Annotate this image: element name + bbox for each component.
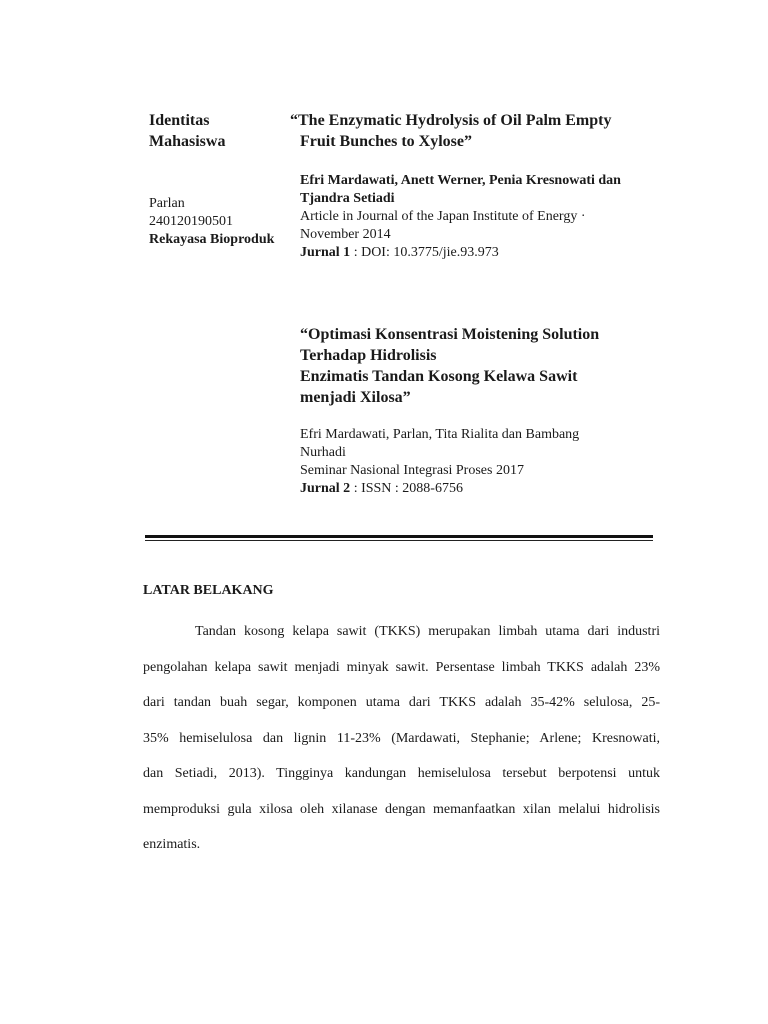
paragraph-line: dan Setiadi, 2013). Tingginya kandungan hemiselulosa tersebut berpotensi untuk — [143, 766, 660, 781]
divider-thick — [145, 535, 653, 538]
journal2-authors-line2: Nurhadi — [300, 445, 346, 460]
student-nim: 240120190501 — [149, 214, 233, 229]
paragraph-line: pengolahan kelapa sawit menjadi minyak sawit. Persentase limbah TKKS adalah 23% — [143, 659, 660, 675]
paragraph-line: dari tandan buah segar, komponen utama dari TKKS adalah 35-42% selulosa, 25- — [143, 695, 660, 710]
divider-thin — [145, 540, 653, 541]
journal2-title-line4: menjadi Xilosa” — [300, 389, 411, 406]
journal1-title-line2: Fruit Bunches to Xylose” — [300, 133, 472, 150]
journal2-label: Jurnal 2 — [300, 481, 351, 496]
journal1-authors-line2: Tjandra Setiadi — [300, 191, 395, 206]
journal2-issn: : ISSN : 2088-6756 — [350, 481, 463, 496]
identity-heading-line2: Mahasiswa — [149, 133, 226, 150]
background-paragraph — [143, 614, 660, 863]
student-identity — [149, 110, 289, 249]
journal1-doi: : DOI: 10.3775/jie.93.973 — [350, 245, 499, 260]
identity-heading — [149, 110, 289, 152]
journal2-title-line2: Terhadap Hidrolisis — [300, 347, 437, 364]
journal2-meta — [300, 426, 630, 498]
journal1-title-line1: “The Enzymatic Hydrolysis of Oil Palm Empty — [290, 112, 612, 129]
paragraph-line: 35% hemiselulosa dan lignin 11-23% (Mardawati, Stephanie; Arlene; Kresnowati, — [143, 730, 660, 746]
section-heading: LATAR BELAKANG — [143, 583, 274, 598]
paragraph-line: Tandan kosong kelapa sawit (TKKS) merupakan limbah utama dari industri — [195, 624, 660, 639]
journal2-title — [300, 324, 670, 408]
journal1-authors-line1: Efri Mardawati, Anett Werner, Penia Kresnowati dan — [300, 173, 621, 188]
student-details — [149, 195, 289, 249]
journal2-authors-line1: Efri Mardawati, Parlan, Tita Rialita dan Bambang — [300, 427, 580, 442]
student-name: Parlan — [149, 196, 185, 211]
journal2-source: Seminar Nasional Integrasi Proses 2017 — [300, 463, 524, 478]
paragraph-line: memproduksi gula xilosa oleh xilanase dengan memanfaatkan xilan melalui hidrolisis — [143, 801, 660, 817]
journal1-label: Jurnal 1 — [300, 245, 351, 260]
journal1-meta — [300, 172, 670, 262]
paragraph-line: enzimatis. — [143, 837, 201, 852]
journal1-source-line2: November 2014 — [300, 227, 391, 242]
journal1-source-line1: Article in Journal of the Japan Institute of Energy · — [300, 209, 586, 224]
journal1-identifier — [300, 244, 670, 262]
journal1-title — [290, 110, 660, 152]
journal2-identifier — [300, 480, 630, 498]
identity-heading-line1: Identitas — [149, 112, 210, 129]
journal2-title-line1: “Optimasi Konsentrasi Moistening Solution — [300, 326, 600, 343]
journal2-title-line3: Enzimatis Tandan Kosong Kelawa Sawit — [300, 368, 578, 385]
student-program: Rekayasa Bioproduk — [149, 232, 275, 247]
